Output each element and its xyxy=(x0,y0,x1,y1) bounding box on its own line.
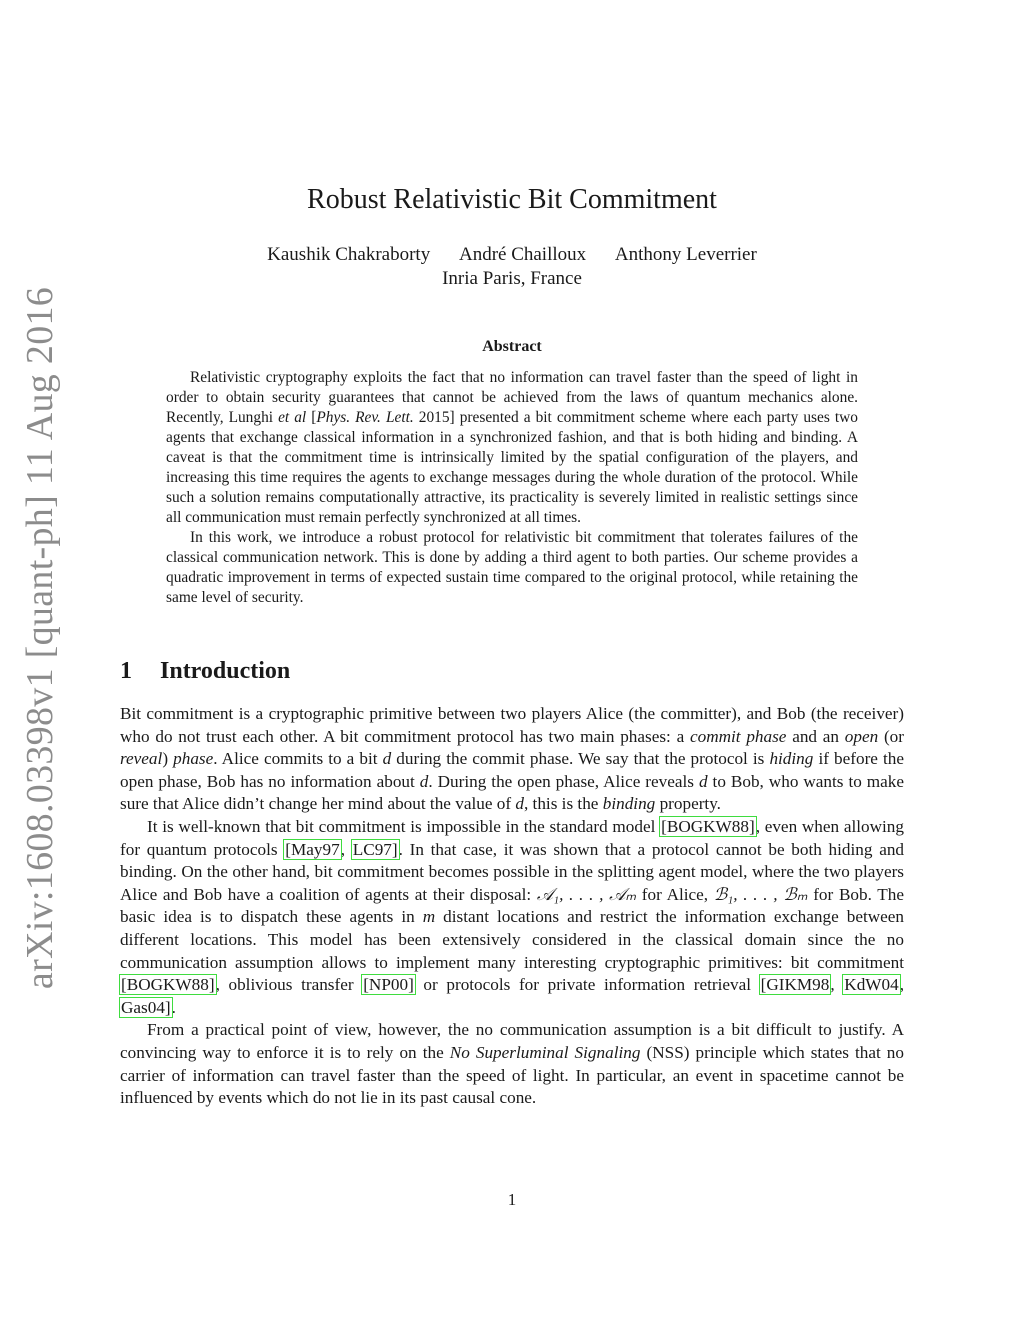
body-paragraph: It is well-known that bit commitment is impossible in the standard model [BOGKW88], even when allowing for quantum protocols [May97, LC97]. In that case, it was shown that a protocol cannot be both hiding and binding. On the other hand, bit commitment becomes possible in the splitting agent model, where the two players Alice and Bob have a coalition of agents at their disposal: 𝒜₁, . . . , 𝒜ₘ for Alice, ℬ₁, . . . , ℬₘ for Bob. The basic idea is to dispatch these agents in m distant locations and restrict the information exchange between different locations. This model has been extensively considered in the classical domain since the no communication assumption allows to implement many interesting cryptographic primitives: bit commitment [BOGKW88], oblivious transfer [NP00] or protocols for private information retrieval [GIKM98, KdW04, Gas04]. xyxy=(120,816,905,1017)
page-number: 1 xyxy=(507,1190,517,1209)
body-paragraph: Bit commitment is a cryptographic primitive between two players Alice (the committer), and Bob (the receiver) who do not trust each other. A bit commitment protocol has two main phases: a commit phase and an open (or reveal) phase. Alice commits to a bit d during the commit phase. We say that the protocol is hiding if before the open phase, Bob has no information about d. During the open phase, Alice reveals d to Bob, who wants to make sure that Alice didn’t change her mind about the value of d, this is the binding property. xyxy=(120,704,905,814)
author-name: Kaushik Chakraborty xyxy=(267,244,431,265)
abstract-paragraph: Relativistic cryptography exploits the fact that no information can travel faster than the speed of light in order to obtain security guarantees that cannot be achieved from the laws of quantum mechanics alone. Recently, Lunghi et al [Phys. Rev. Lett. 2015] presented a bit commitment scheme where each party uses two agents that exchange classical information in a synchronized fashion, and that is both hiding and binding. A caveat is that the commitment time is intrinsically limited by the spatial configuration of the players, and increasing this time requires the agents to exchange messages during the whole duration of the protocol. While such a solution remains computationally attractive, its practicality is severely limited in realistic settings since all communication must remain perfectly synchronized at all times. xyxy=(166,369,858,526)
citation-link[interactable]: [BOGKW88] xyxy=(661,816,755,836)
arxiv-identifier-stamp: arXiv:1608.03398v1 [quant-ph] 11 Aug 2016 xyxy=(19,286,61,990)
abstract-paragraph: In this work, we introduce a robust protocol for relativistic bit commitment that tolerates failures of the classical communication network. This is done by adding a third agent to both parties. Our scheme provides a quadratic improvement in terms of expected sustain time compared to the original protocol, while retaining the same level of security. xyxy=(166,529,858,606)
introduction-body xyxy=(120,703,904,1110)
abstract-heading: Abstract xyxy=(482,338,542,355)
author-list xyxy=(0,244,1024,266)
citation-link[interactable]: Gas04] xyxy=(121,997,171,1017)
body-paragraph: From a practical point of view, however, the no communication assumption is a bit difficult to justify. A convincing way to enforce it is to rely on the No Superluminal Signaling (NSS) principle which states that no carrier of information can travel faster than the speed of light. In particular, an event in spacetime cannot be influenced by events which do not lie in its past causal cone. xyxy=(120,1020,904,1108)
citation-link[interactable]: [NP00] xyxy=(363,975,414,995)
author-name: Anthony Leverrier xyxy=(614,244,757,265)
affiliation: Inria Paris, France xyxy=(442,268,582,289)
section-number: 1 xyxy=(120,658,132,684)
paper-title: Robust Relativistic Bit Commitment xyxy=(307,184,717,215)
section-title: Introduction xyxy=(160,658,291,684)
abstract-body xyxy=(166,368,858,608)
citation-link[interactable]: [GIKM98 xyxy=(760,975,830,995)
citation-link[interactable]: [BOGKW88] xyxy=(121,975,215,995)
section-heading xyxy=(120,658,290,685)
author-name: André Chailloux xyxy=(458,244,587,265)
citation-link[interactable]: LC97] xyxy=(352,839,398,859)
citation-link[interactable]: [May97 xyxy=(285,839,340,859)
citation-link[interactable]: KdW04 xyxy=(844,975,899,995)
